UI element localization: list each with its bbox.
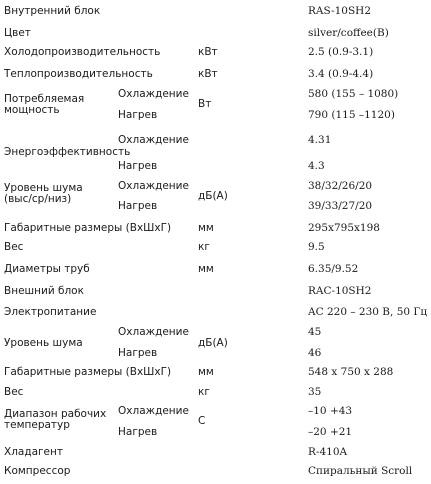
- temperature-range-label: [4, 409, 114, 431]
- temperature-cooling-label: Охлаждение: [118, 405, 189, 417]
- color-label: Цвет: [4, 27, 31, 39]
- temperature-unit: С: [198, 415, 206, 427]
- pipes-unit: мм: [198, 263, 214, 275]
- heating-capacity-value: 3.4 (0.9-4.4): [308, 68, 374, 80]
- cooling-capacity-value: 2.5 (0.9-3.1): [308, 46, 374, 58]
- temperature-cooling-value: –10 +43: [308, 405, 353, 417]
- cooling-capacity-unit: кВт: [198, 46, 218, 58]
- outdoor-noise-heating-value: 46: [308, 347, 322, 359]
- power-heating-label: Нагрев: [118, 109, 158, 121]
- indoor-weight-value: 9.5: [308, 241, 325, 253]
- outdoor-model: RAC-10SH2: [308, 285, 372, 297]
- indoor-noise-cooling-label: Охлаждение: [118, 180, 189, 192]
- outdoor-noise-label: Уровень шума: [4, 337, 83, 349]
- efficiency-label: Энергоэффективность: [4, 146, 131, 158]
- outdoor-noise-cooling-label: Охлаждение: [118, 326, 189, 338]
- temperature-heating-value: –20 +21: [308, 426, 353, 438]
- power-consumption-label-line1: Потребляемая: [4, 93, 85, 105]
- indoor-header: Внутренний блок: [4, 5, 101, 17]
- indoor-noise-label: [4, 183, 114, 205]
- indoor-dimensions-unit: мм: [198, 222, 214, 234]
- indoor-noise-heating-value: 39/33/27/20: [308, 200, 373, 212]
- pipes-value: 6.35/9.52: [308, 263, 359, 275]
- power-cooling-label: Охлаждение: [118, 88, 189, 100]
- temperature-range-label-line2: температур: [4, 419, 70, 431]
- pipes-label: Диаметры труб: [4, 263, 90, 275]
- indoor-weight-unit: кг: [198, 241, 210, 253]
- outdoor-header: Внешний блок: [4, 285, 84, 297]
- outdoor-dimensions-unit: мм: [198, 366, 214, 378]
- outdoor-noise-unit: дБ(А): [198, 337, 228, 349]
- cooling-capacity-label: Холодопроизводительность: [4, 46, 161, 58]
- outdoor-noise-cooling-value: 45: [308, 326, 322, 338]
- indoor-weight-label: Вес: [4, 241, 24, 253]
- efficiency-heating-label: Нагрев: [118, 160, 158, 172]
- efficiency-cooling-value: 4.31: [308, 134, 332, 146]
- power-supply-label: Электропитание: [4, 306, 97, 318]
- heating-capacity-unit: кВт: [198, 68, 218, 80]
- outdoor-weight-label: Вес: [4, 386, 24, 398]
- indoor-dimensions-value: 295x795x198: [308, 222, 380, 234]
- color-value: silver/coffee(B): [308, 27, 389, 39]
- power-supply-value: AC 220 – 230 В, 50 Гц: [308, 306, 428, 318]
- efficiency-heating-value: 4.3: [308, 160, 325, 172]
- outdoor-weight-unit: кг: [198, 386, 210, 398]
- indoor-model: RAS-10SH2: [308, 5, 372, 17]
- compressor-label: Компрессор: [4, 465, 71, 477]
- power-consumption-label-line2: мощность: [4, 104, 60, 116]
- indoor-noise-heating-label: Нагрев: [118, 200, 158, 212]
- outdoor-noise-heating-label: Нагрев: [118, 347, 158, 359]
- outdoor-weight-value: 35: [308, 386, 322, 398]
- indoor-noise-label-line2: (выс/ср/низ): [4, 193, 72, 205]
- indoor-noise-label-line1: Уровень шума: [4, 182, 83, 194]
- efficiency-cooling-label: Охлаждение: [118, 134, 189, 146]
- outdoor-dimensions-label: Габаритные размеры (ВхШхГ): [4, 366, 172, 378]
- power-heating-value: 790 (115 –1120): [308, 109, 395, 121]
- refrigerant-value: R-410A: [308, 446, 348, 458]
- outdoor-dimensions-value: 548 x 750 x 288: [308, 366, 394, 378]
- power-cooling-value: 580 (155 – 1080): [308, 88, 399, 100]
- refrigerant-label: Хладагент: [4, 446, 63, 458]
- compressor-value: Спиральный Scroll: [308, 465, 413, 477]
- indoor-noise-cooling-value: 38/32/26/20: [308, 180, 373, 192]
- heating-capacity-label: Теплопроизводительность: [4, 68, 153, 80]
- power-consumption-label: [4, 94, 114, 116]
- indoor-noise-unit: дБ(А): [198, 190, 228, 202]
- power-unit: Вт: [198, 98, 212, 110]
- temperature-heating-label: Нагрев: [118, 426, 158, 438]
- temperature-range-label-line1: Диапазон рабочих: [4, 408, 107, 420]
- indoor-dimensions-label: Габаритные размеры (ВхШхГ): [4, 222, 172, 234]
